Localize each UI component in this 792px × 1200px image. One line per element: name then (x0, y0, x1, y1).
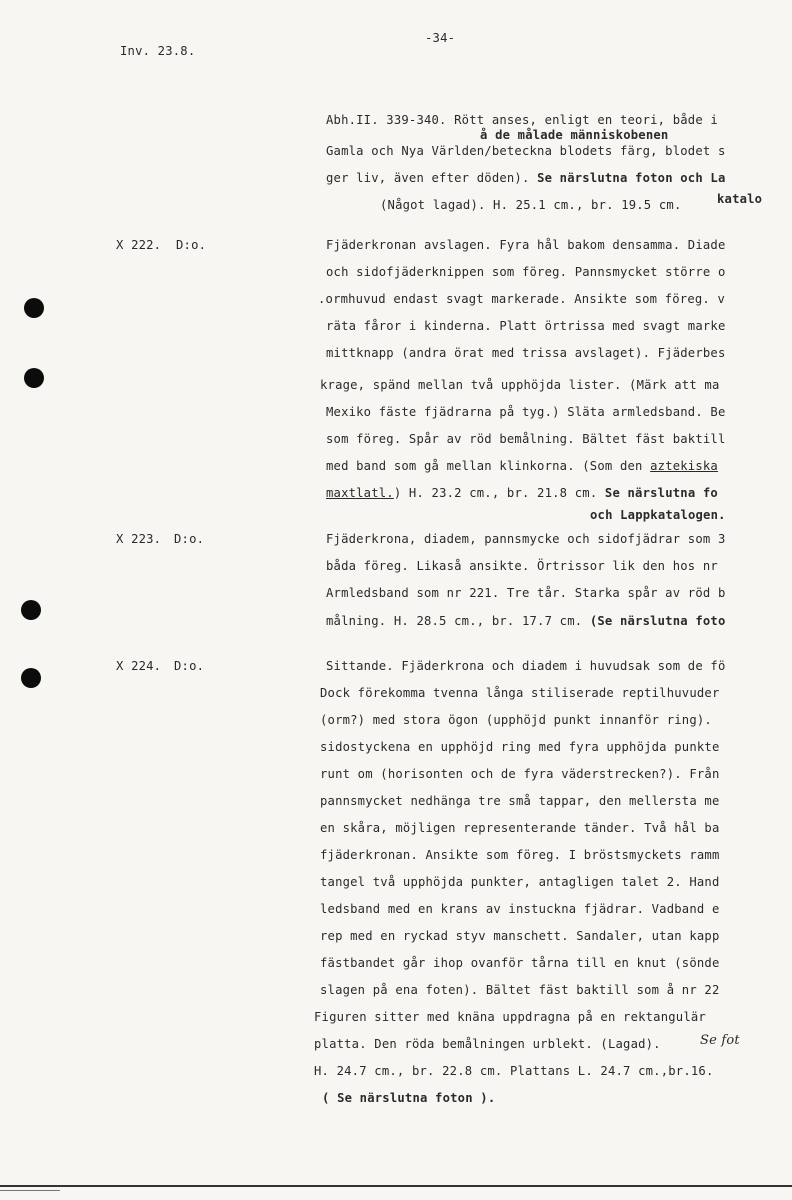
entry-line: Armledsband som nr 221. Tre tår. Starka spår av röd b (326, 586, 726, 600)
entry-line: sidostyckena en upphöjd ring med fyra upphöjda punkte (320, 740, 720, 754)
entry-line: rep med en ryckad styv manschett. Sandaler, utan kapp (320, 929, 720, 943)
entry-line: mittknapp (andra örat med trissa avslaget). Fjäderbes (326, 346, 726, 360)
entry-margin-mark: X 222. (116, 238, 162, 252)
entry-line: tangel två upphöjda punkter, antagligen talet 2. Hand (320, 875, 720, 889)
entry-margin-mark: X 224. (116, 659, 162, 673)
entry-line: målning. H. 28.5 cm., br. 17.7 cm. (Se närslutna foto (326, 614, 726, 628)
entry-line: Sittande. Fjäderkrona och diadem i huvudsak som de fö (326, 659, 726, 673)
entry-line: H. 24.7 cm., br. 22.8 cm. Plattans L. 24.7 cm.,br.16. (314, 1064, 714, 1078)
punch-hole (21, 668, 41, 688)
entry-line: med band som gå mellan klinkorna. (Som den aztekiska (326, 459, 718, 473)
punch-hole (24, 298, 44, 318)
intro-line: Gamla och Nya Världen/beteckna blodets färg, blodet s (326, 144, 726, 158)
intro-katalog-fragment: katalo (717, 192, 763, 206)
intro-line: ger liv, även efter döden). Se närslutna foton och La (326, 171, 726, 185)
inventory-number: Inv. 23.8. (120, 44, 196, 58)
entry-ref: D:o. (176, 238, 207, 252)
entry-line: (orm?) med stora ögon (upphöjd punkt innanför ring). (320, 713, 712, 727)
handwritten-note: Se fot (700, 1033, 740, 1048)
entry-line: Mexiko fäste fjädrarna på tyg.) Släta armledsband. Be (326, 405, 726, 419)
entry-line: Fjäderkrona, diadem, pannsmycke och sidofjädrar som 3 (326, 532, 726, 546)
entry-line: en skåra, möjligen representerande tänder. Två hål ba (320, 821, 720, 835)
entry-line: som föreg. Spår av röd bemålning. Bältet fäst baktill (326, 432, 726, 446)
entry-line: båda föreg. Likaså ansikte. Örtrissor lik den hos nr (326, 559, 718, 573)
entry-line: .ormhuvud endast svagt markerade. Ansikte som föreg. v (318, 292, 726, 306)
entry-ref: D:o. (174, 532, 205, 546)
entry-line: och sidofjäderknippen som föreg. Pannsmycket större o (326, 265, 726, 279)
entry-line: räta fåror i kinderna. Platt örtrissa med svagt marke (326, 319, 726, 333)
intro-line: Abh.II. 339-340. Rött anses, enligt en teori, både i (326, 113, 718, 127)
bottom-rule (0, 1190, 60, 1191)
entry-line: och Lappkatalogen. (590, 508, 726, 522)
page-number: -34- (425, 31, 456, 45)
intro-bold-tail: Se närslutna foton och La (537, 171, 726, 185)
entry-line: krage, spänd mellan två upphöjda lister. (Märk att ma (320, 378, 720, 392)
intro-line: (Något lagad). H. 25.1 cm., br. 19.5 cm. (380, 198, 682, 212)
entry-ref: D:o. (174, 659, 205, 673)
entry-line: pannsmycket nedhänga tre små tappar, den mellersta me (320, 794, 720, 808)
underlined-word: maxtlatl. (326, 486, 394, 500)
entry-line: ledsband med en krans av instuckna fjädrar. Vadband e (320, 902, 720, 916)
underlined-word: aztekiska (650, 459, 718, 473)
intro-insert: å de målade människobenen (480, 128, 669, 142)
entry-line: Dock förekomma tvenna långa stiliserade reptilhuvuder (320, 686, 720, 700)
entry-line: fästbandet går ihop ovanför tårna till en knut (sönde (320, 956, 720, 970)
entry-line: Figuren sitter med knäna uppdragna på en rektangulär (314, 1010, 706, 1024)
entry-line: platta. Den röda bemålningen urblekt. (Lagad). (314, 1037, 661, 1051)
entry-line: fjäderkronan. Ansikte som föreg. I bröstsmyckets ramm (320, 848, 720, 862)
entry-line: slagen på ena foten). Bältet fäst baktill som å nr 22 (320, 983, 720, 997)
entry-line: Fjäderkronan avslagen. Fyra hål bakom densamma. Diade (326, 238, 726, 252)
bottom-rule (0, 1185, 792, 1187)
entry-line: runt om (horisonten och de fyra väderstrecken?). Från (320, 767, 720, 781)
entry-margin-mark: X 223. (116, 532, 162, 546)
punch-hole (24, 368, 44, 388)
entry-line: ( Se närslutna foton ). (322, 1091, 496, 1105)
entry-line: maxtlatl.) H. 23.2 cm., br. 21.8 cm. Se närslutna fo (326, 486, 718, 500)
punch-hole (21, 600, 41, 620)
